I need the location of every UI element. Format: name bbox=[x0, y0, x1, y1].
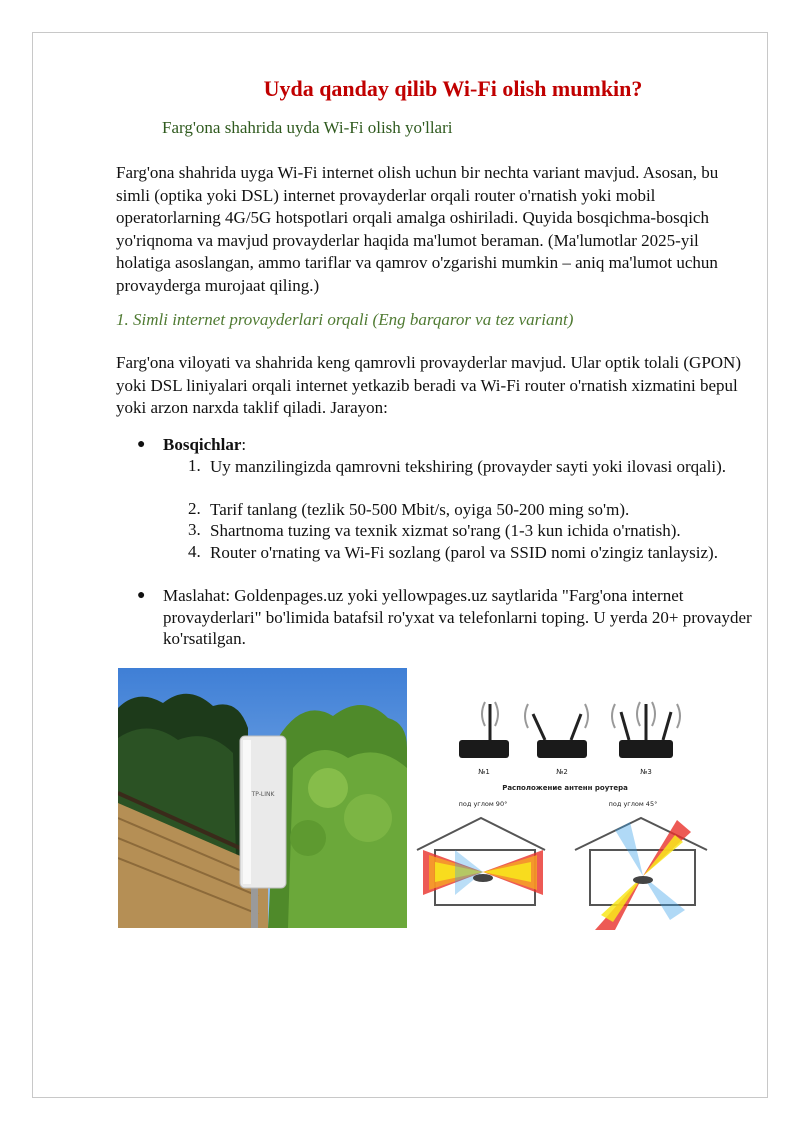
antenna-photo bbox=[118, 668, 407, 928]
antenna-photo-svg bbox=[118, 668, 407, 928]
diagram-caption: Расположение антенн роутера bbox=[502, 784, 628, 792]
tip-bullet: Maslahat: Goldenpages.uz yoki yellowpages.uz saytlarida "Farg'ona internet provayderlari" bo'limida batafsil ro'yxat va telefonlarni toping. U yerda 20+ provayder ko'rsatilgan. bbox=[163, 586, 752, 648]
step-item: Tarif tanlang (tezlik 50-500 Mbit/s, oyiga 50-200 ming so'm). bbox=[210, 500, 630, 519]
angle-right-label: под углом 45° bbox=[608, 800, 658, 808]
intro-paragraph: Farg'ona shahrida uyga Wi-Fi internet olish uchun bir nechta variant mavjud. Asosan, bu simli (optika yoki DSL) internet provayderlar orqali router o'rnatish yoki mobil operatorlarning 4G/5G hotspotlari orqali amalga oshiriladi. Quyida bosqichma-bosqich yo'riqnoma va mavjud provayderlar haqida ma'lumot beraman. (Ma'lumotlar 2025-yil holatiga asoslangan, ammo tariflar va qamrov o'zgarishi mumkin – aniq ma'lumot uchun provayderga murojaat qiling.) bbox=[116, 163, 719, 295]
router-2-label: №2 bbox=[556, 768, 568, 776]
bullet-colon: : bbox=[241, 435, 247, 454]
router-3-label: №3 bbox=[640, 768, 652, 776]
router-diagram-svg bbox=[415, 690, 710, 930]
step-number: 4. bbox=[188, 542, 201, 561]
bullet-steps-heading bbox=[163, 434, 763, 456]
bullet-dot: ● bbox=[137, 437, 146, 452]
section-heading: 1. Simli internet provayderlari orqali (Eng barqaror va tez variant) bbox=[116, 310, 574, 329]
router-1-label: №1 bbox=[478, 768, 490, 776]
antenna-brand-text: TP-LINK bbox=[251, 791, 275, 798]
step-number: 1. bbox=[188, 456, 201, 475]
step-item: Uy manzilingizda qamrovni tekshiring (provayder sayti yoki ilovasi orqali). bbox=[210, 457, 727, 476]
step-item: Shartnoma tuzing va texnik xizmat so'rang (1-3 kun ichida o'rnatish). bbox=[210, 521, 681, 540]
bullet-dot: ● bbox=[137, 588, 146, 603]
angle-left-label: под углом 90° bbox=[458, 800, 508, 808]
page-subtitle: Farg'ona shahrida uyda Wi-Fi olish yo'llari bbox=[162, 118, 453, 137]
step-number: 3. bbox=[188, 520, 201, 539]
router-diagram bbox=[415, 690, 710, 930]
page-title: Uyda qanday qilib Wi-Fi olish mumkin? bbox=[263, 76, 643, 101]
step-number: 2. bbox=[188, 499, 201, 518]
bullet-label: Bosqichlar bbox=[163, 435, 242, 454]
step-item: Router o'rnating va Wi-Fi sozlang (parol va SSID nomi o'zingiz tanlaysiz). bbox=[210, 543, 718, 562]
section-paragraph: Farg'ona viloyati va shahrida keng qamrovli provayderlar mavjud. Ular optik tolali (GPON) yoki DSL liniyalari orqali internet yetkazib beradi va Wi-Fi router o'rnatish xizmatini bepul yoki arzon narxda taklif qiladi. Jarayon: bbox=[116, 353, 741, 417]
